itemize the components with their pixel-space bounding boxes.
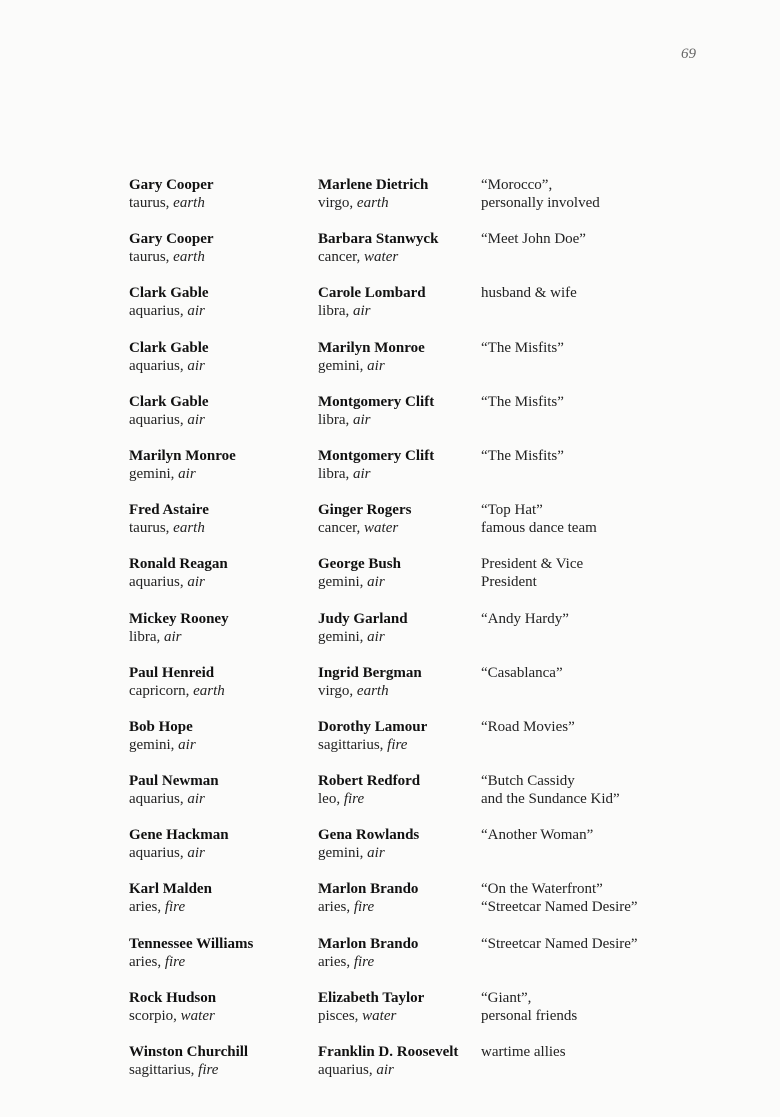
person-b-zodiac: virgo, — [318, 195, 357, 211]
pairing-row — [0, 284, 780, 338]
person-a-sign — [129, 465, 309, 483]
person-b-zodiac: libra, — [318, 465, 353, 482]
person-a — [129, 555, 309, 591]
person-a-sign — [129, 898, 309, 916]
pairing-row — [0, 935, 780, 989]
person-b — [318, 880, 483, 916]
person-b-zodiac: pisces, — [318, 1007, 363, 1024]
person-b-zodiac: sagittarius, — [318, 736, 388, 753]
person-b-element: earth — [356, 195, 389, 211]
person-b — [318, 772, 483, 808]
person-b — [318, 176, 483, 212]
person-a-name: Clark Gable — [129, 285, 209, 302]
person-b-zodiac: gemini, — [318, 357, 368, 374]
person-a-zodiac: aries, — [129, 953, 165, 970]
person-a-sign — [129, 519, 309, 537]
relation-note — [481, 284, 771, 302]
person-a-element: air — [178, 736, 196, 753]
pairing-row — [0, 1043, 780, 1097]
relation-note-line-1: “The Misfits” — [481, 393, 564, 410]
pairing-row — [0, 989, 780, 1043]
person-a-name: Bob Hope — [129, 718, 193, 735]
person-a-element: fire — [198, 1062, 219, 1078]
relation-note-line-2: personal friends — [481, 1007, 578, 1024]
person-b — [318, 664, 483, 700]
person-b — [318, 989, 483, 1025]
person-b-zodiac: gemini, — [318, 628, 368, 645]
relation-note-line-1: “Giant”, — [481, 989, 532, 1006]
person-b — [318, 610, 483, 646]
relation-note-line-1: “Butch Cassidy — [481, 773, 575, 790]
relation-note-line-1: “Morocco”, — [481, 177, 553, 193]
person-b-zodiac: virgo, — [318, 682, 357, 699]
person-b-sign — [318, 953, 483, 971]
person-a — [129, 393, 309, 429]
person-a-element: air — [187, 411, 205, 428]
person-b-sign — [318, 790, 483, 808]
relation-note-line-1: wartime allies — [481, 1044, 566, 1060]
person-a-element: earth — [173, 249, 205, 266]
person-b-element: fire — [343, 791, 365, 808]
relation-note-line-2: and the Sundance Kid” — [481, 791, 620, 808]
relation-note — [481, 935, 771, 953]
person-b — [318, 339, 483, 375]
person-a-name: Clark Gable — [129, 339, 209, 356]
relation-note-line-1: President & Vice — [481, 556, 584, 573]
page-number: 69 — [681, 46, 696, 62]
person-b-element: air — [353, 465, 371, 482]
person-b-sign — [318, 1007, 483, 1025]
person-b-element: earth — [356, 682, 389, 699]
pairing-row — [0, 826, 780, 880]
person-a — [129, 339, 309, 375]
person-a-name: Winston Churchill — [129, 1044, 249, 1060]
person-b — [318, 447, 483, 483]
person-a-element: earth — [173, 520, 205, 537]
person-b-zodiac: cancer, — [318, 520, 365, 537]
person-a-name: Paul Henreid — [129, 664, 215, 681]
person-a — [129, 880, 309, 916]
pairing-row — [0, 610, 780, 664]
person-b-element: air — [353, 411, 371, 428]
person-a — [129, 1043, 309, 1079]
person-b-element: water — [364, 249, 399, 266]
person-b-name: Marlon Brando — [318, 935, 419, 952]
person-a-sign — [129, 628, 309, 646]
person-b-zodiac: aries, — [318, 953, 354, 970]
person-b-name: Ingrid Bergman — [318, 664, 422, 681]
person-a-name: Gary Cooper — [129, 177, 214, 193]
person-a-zodiac: aquarius, — [129, 357, 188, 374]
person-a-element: water — [180, 1007, 215, 1024]
person-a — [129, 718, 309, 754]
person-b-zodiac: libra, — [318, 303, 353, 320]
person-b-element: fire — [353, 899, 375, 916]
person-b-sign — [318, 519, 483, 537]
person-a-sign — [129, 302, 309, 320]
person-a — [129, 935, 309, 971]
relation-note — [481, 501, 771, 537]
person-b-zodiac: gemini, — [318, 574, 368, 591]
person-a — [129, 447, 309, 483]
person-b-sign — [318, 411, 483, 429]
relation-note-line-1: “Top Hat” — [481, 502, 543, 519]
relation-note — [481, 339, 771, 357]
person-a-name: Mickey Rooney — [129, 610, 229, 627]
relation-note-line-1: “The Misfits” — [481, 447, 564, 464]
relation-note-line-1: husband & wife — [481, 285, 577, 302]
person-b-sign — [318, 736, 483, 754]
person-a-element: air — [187, 845, 205, 862]
person-a-sign — [129, 357, 309, 375]
relation-note — [481, 555, 771, 591]
relation-note-line-1: “Streetcar Named Desire” — [481, 935, 638, 952]
relation-note-line-2: famous dance team — [481, 520, 597, 537]
person-a-zodiac: taurus, — [129, 195, 174, 211]
relation-note — [481, 447, 771, 465]
person-a — [129, 610, 309, 646]
person-a-sign — [129, 844, 309, 862]
relation-note-line-2: personally involved — [481, 195, 600, 211]
person-a-zodiac: gemini, — [129, 736, 179, 753]
person-a-name: Tennessee Williams — [129, 935, 254, 952]
pairing-row — [0, 772, 780, 826]
relation-note — [481, 989, 771, 1025]
person-a-zodiac: aquarius, — [129, 845, 188, 862]
relation-note-line-2: “Streetcar Named Desire” — [481, 899, 638, 916]
person-b-name: Elizabeth Taylor — [318, 989, 425, 1006]
person-b — [318, 230, 483, 266]
person-b-element: water — [364, 520, 399, 537]
person-b-sign — [318, 357, 483, 375]
pairing-row — [0, 501, 780, 555]
person-b-name: Marlene Dietrich — [318, 177, 429, 193]
person-a — [129, 230, 309, 266]
person-b-sign — [318, 1061, 483, 1079]
person-b-name: Marlon Brando — [318, 881, 419, 898]
pairing-row — [0, 176, 780, 230]
person-a-name: Fred Astaire — [129, 502, 209, 519]
person-a-element: air — [187, 791, 205, 808]
person-a-name: Ronald Reagan — [129, 556, 228, 573]
person-b-sign — [318, 302, 483, 320]
person-b — [318, 1043, 483, 1079]
person-a-zodiac: aquarius, — [129, 574, 188, 591]
person-a-zodiac: aries, — [129, 899, 165, 916]
person-b-name: Gena Rowlands — [318, 827, 420, 844]
person-b-name: Montgomery Clift — [318, 393, 435, 410]
person-b-zodiac: gemini, — [318, 845, 368, 862]
person-b-element: air — [367, 574, 385, 591]
person-a-zodiac: capricorn, — [129, 682, 194, 699]
person-a-element: air — [187, 574, 205, 591]
person-a-zodiac: taurus, — [129, 249, 174, 266]
person-a-sign — [129, 682, 309, 700]
person-a-element: fire — [164, 953, 186, 970]
person-a-zodiac: aquarius, — [129, 411, 188, 428]
person-b-sign — [318, 844, 483, 862]
person-a-element: earth — [193, 682, 225, 699]
person-a-name: Gene Hackman — [129, 827, 229, 844]
person-a-zodiac: scorpio, — [129, 1007, 181, 1024]
person-a-sign — [129, 953, 309, 971]
person-a — [129, 664, 309, 700]
person-a-name: Rock Hudson — [129, 989, 217, 1006]
person-b — [318, 935, 483, 971]
relation-note — [481, 718, 771, 736]
person-b-element: fire — [387, 736, 408, 753]
person-b-name: Dorothy Lamour — [318, 718, 428, 735]
relation-note-line-1: “The Misfits” — [481, 339, 564, 356]
person-a-zodiac: aquarius, — [129, 791, 188, 808]
relation-note-line-1: “On the Waterfront” — [481, 881, 603, 898]
person-a-element: air — [187, 357, 205, 374]
person-b-zodiac: aries, — [318, 899, 354, 916]
person-b-name: Robert Redford — [318, 773, 421, 790]
person-a-sign — [129, 248, 309, 266]
person-b-sign — [318, 682, 483, 700]
person-b — [318, 501, 483, 537]
person-a — [129, 501, 309, 537]
person-a — [129, 284, 309, 320]
relation-note — [481, 1043, 771, 1061]
person-a — [129, 826, 309, 862]
person-a — [129, 772, 309, 808]
pairing-row — [0, 393, 780, 447]
relation-note — [481, 664, 771, 682]
person-b-zodiac: aquarius, — [318, 1062, 377, 1078]
relation-note — [481, 826, 771, 844]
person-a-element: earth — [173, 195, 205, 211]
pairing-row — [0, 664, 780, 718]
person-a — [129, 176, 309, 212]
person-a-zodiac: gemini, — [129, 465, 179, 482]
person-b-name: Ginger Rogers — [318, 502, 412, 519]
relation-note-line-1: “Meet John Doe” — [481, 231, 586, 248]
person-a-name: Clark Gable — [129, 393, 209, 410]
person-a-element: air — [178, 465, 196, 482]
person-a-sign — [129, 736, 309, 754]
person-b-element: air — [367, 357, 385, 374]
person-b-element: air — [367, 845, 385, 862]
pairing-row — [0, 880, 780, 934]
relation-note — [481, 176, 771, 212]
person-b — [318, 555, 483, 591]
person-a-sign — [129, 573, 309, 591]
person-b-zodiac: leo, — [318, 791, 344, 808]
pairing-row — [0, 555, 780, 609]
person-b-sign — [318, 194, 483, 212]
person-b-zodiac: cancer, — [318, 249, 365, 266]
person-b-sign — [318, 248, 483, 266]
person-b — [318, 826, 483, 862]
person-b-element: air — [353, 303, 371, 320]
person-b-name: Judy Garland — [318, 610, 408, 627]
pairing-row — [0, 230, 780, 284]
person-b-element: water — [362, 1007, 397, 1024]
person-a-sign — [129, 411, 309, 429]
relation-note-line-2: President — [481, 574, 537, 591]
person-a-name: Karl Malden — [129, 881, 212, 898]
person-b-name: George Bush — [318, 556, 401, 573]
person-b-name: Franklin D. Roosevelt — [318, 1044, 459, 1060]
pairing-row — [0, 339, 780, 393]
relation-note-line-1: “Casablanca” — [481, 664, 563, 681]
person-a-zodiac: libra, — [129, 628, 164, 645]
person-b — [318, 718, 483, 754]
person-a-zodiac: sagittarius, — [129, 1062, 199, 1078]
person-b-element: air — [376, 1062, 394, 1078]
person-b-sign — [318, 898, 483, 916]
person-a-sign — [129, 194, 309, 212]
person-b-sign — [318, 628, 483, 646]
pairing-row — [0, 447, 780, 501]
person-b-element: fire — [353, 953, 375, 970]
person-a-element: air — [164, 628, 182, 645]
person-b-name: Barbara Stanwyck — [318, 231, 439, 248]
person-a-zodiac: aquarius, — [129, 303, 188, 320]
pairing-row — [0, 718, 780, 772]
person-a-name: Gary Cooper — [129, 231, 214, 248]
person-a-sign — [129, 1061, 309, 1079]
person-a-name: Paul Newman — [129, 773, 219, 790]
person-b-sign — [318, 465, 483, 483]
person-b-name: Montgomery Clift — [318, 447, 435, 464]
person-a-name: Marilyn Monroe — [129, 447, 236, 464]
relation-note-line-1: “Another Woman” — [481, 827, 594, 844]
person-b-sign — [318, 573, 483, 591]
person-b — [318, 284, 483, 320]
relation-note — [481, 393, 771, 411]
person-b-element: air — [367, 628, 385, 645]
relation-note — [481, 610, 771, 628]
relation-note — [481, 772, 771, 808]
person-b-name: Carole Lombard — [318, 285, 426, 302]
relation-note — [481, 230, 771, 248]
person-a-element: air — [187, 303, 205, 320]
person-b-name: Marilyn Monroe — [318, 339, 425, 356]
person-a — [129, 989, 309, 1025]
person-a-sign — [129, 1007, 309, 1025]
person-a-zodiac: taurus, — [129, 520, 174, 537]
person-b-zodiac: libra, — [318, 411, 353, 428]
pairings-list — [0, 176, 780, 1097]
person-a-sign — [129, 790, 309, 808]
relation-note — [481, 880, 771, 916]
person-b — [318, 393, 483, 429]
person-a-element: fire — [164, 899, 186, 916]
relation-note-line-1: “Road Movies” — [481, 718, 575, 735]
relation-note-line-1: “Andy Hardy” — [481, 610, 569, 627]
